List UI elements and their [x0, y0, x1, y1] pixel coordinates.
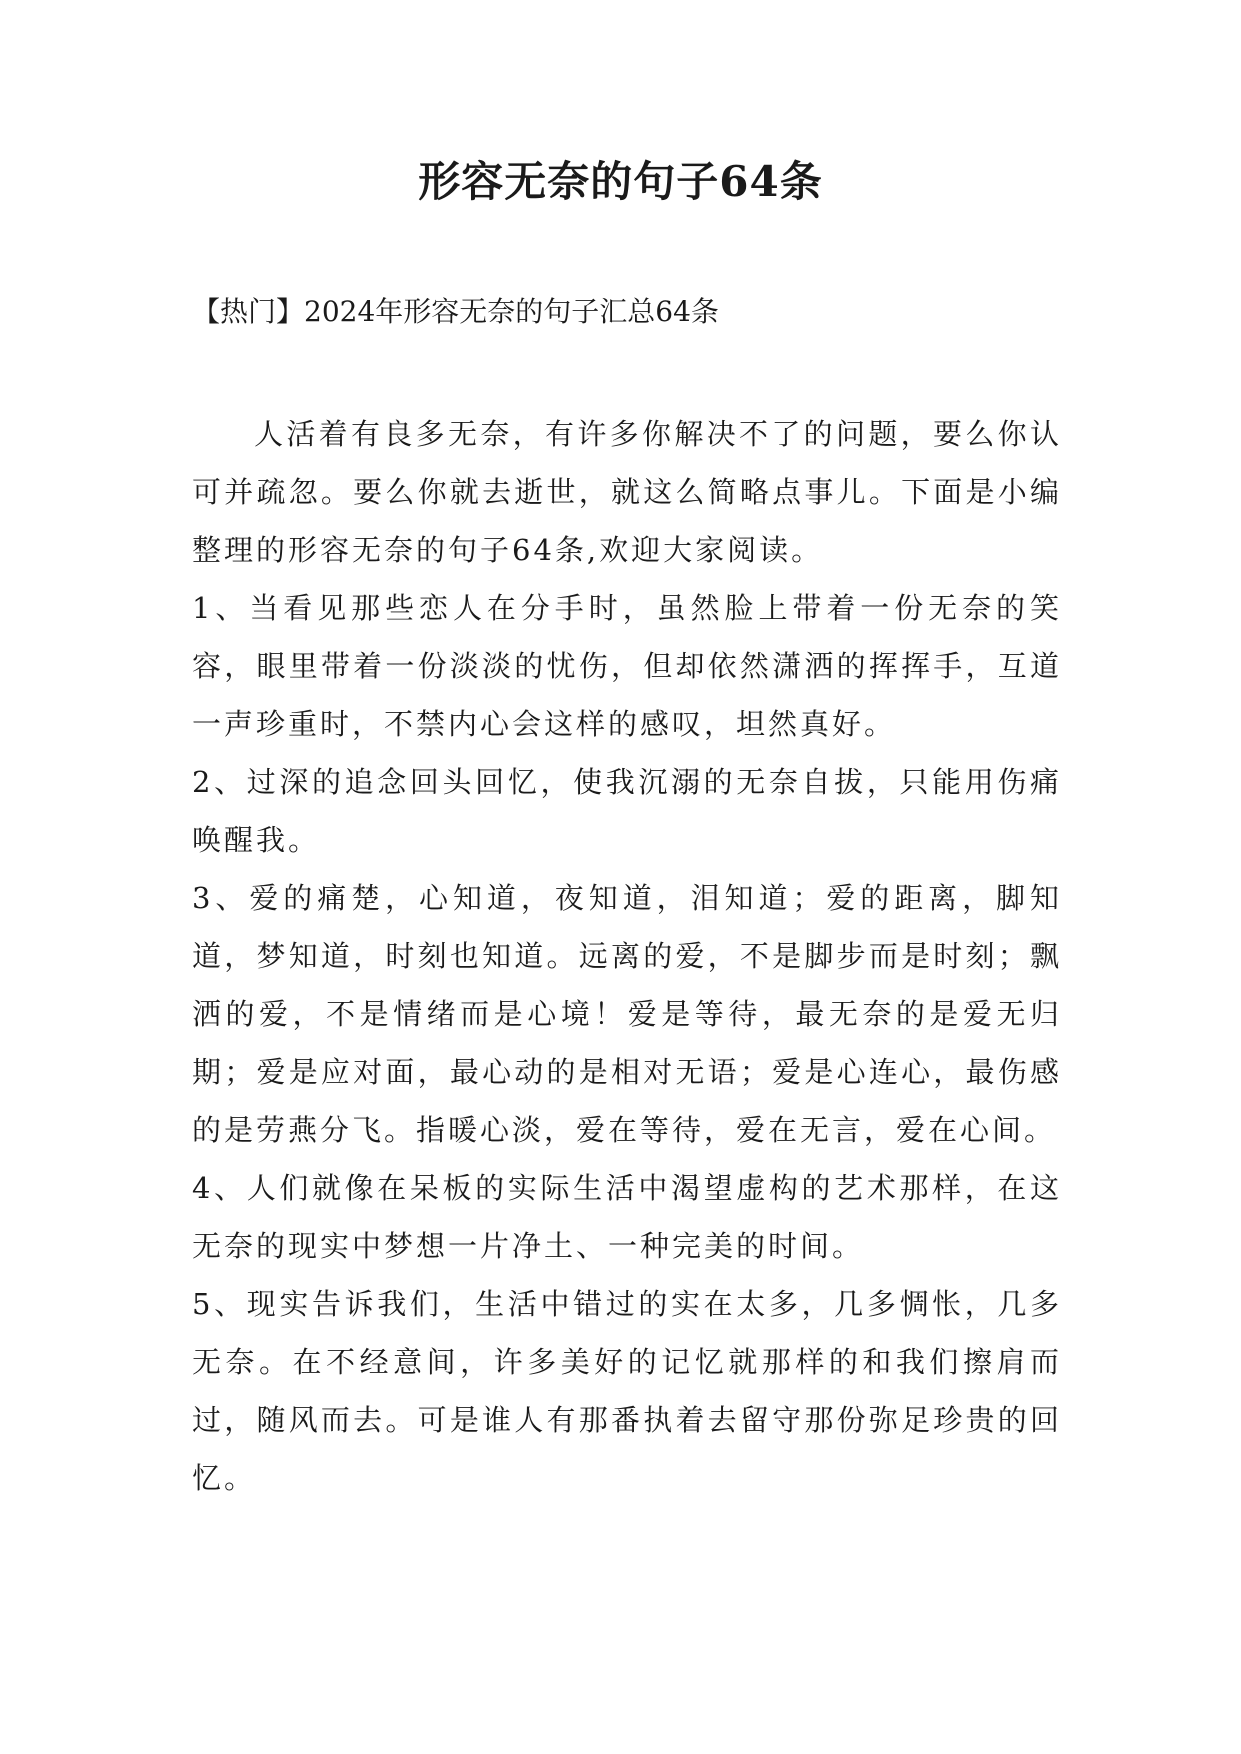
list-item: 2、过深的追念回头回忆，使我沉溺的无奈自拔，只能用伤痛唤醒我。	[192, 765, 1062, 857]
list-item: 1、当看见那些恋人在分手时，虽然脸上带着一份无奈的笑容，眼里带着一份淡淡的忧伤，但却依然潇洒的挥挥手，互道一声珍重时，不禁内心会这样的感叹，坦然真好。	[192, 591, 1062, 741]
list-item: 4、人们就像在呆板的实际生活中渴望虚构的艺术那样，在这无奈的现实中梦想一片净土、一种完美的时间。	[192, 1171, 1062, 1263]
document-subtitle: 【热门】2024年形容无奈的句子汇总64条	[192, 295, 719, 328]
page-title: 形容无奈的句子64条	[418, 157, 823, 206]
list-item: 3、爱的痛楚，心知道，夜知道，泪知道；爱的距离，脚知道，梦知道，时刻也知道。远离的爱，不是脚步而是时刻；飘洒的爱，不是情绪而是心境！爱是等待，最无奈的是爱无归期；爱是应对面，最心动的是相对无语；爱是心连心，最伤感的是劳燕分飞。指暖心淡，爱在等待，爱在无言，爱在心间。	[192, 881, 1062, 1147]
intro-paragraph: 人活着有良多无奈，有许多你解决不了的问题，要么你认可并疏忽。要么你就去逝世，就这么简略点事儿。下面是小编整理的形容无奈的句子64条,欢迎大家阅读。	[192, 417, 1062, 567]
list-item: 5、现实告诉我们，生活中错过的实在太多，几多惆怅，几多无奈。在不经意间，许多美好的记忆就那样的和我们擦肩而过，随风而去。可是谁人有那番执着去留守那份弥足珍贵的回忆。	[192, 1287, 1062, 1495]
document-body	[192, 405, 1062, 1507]
